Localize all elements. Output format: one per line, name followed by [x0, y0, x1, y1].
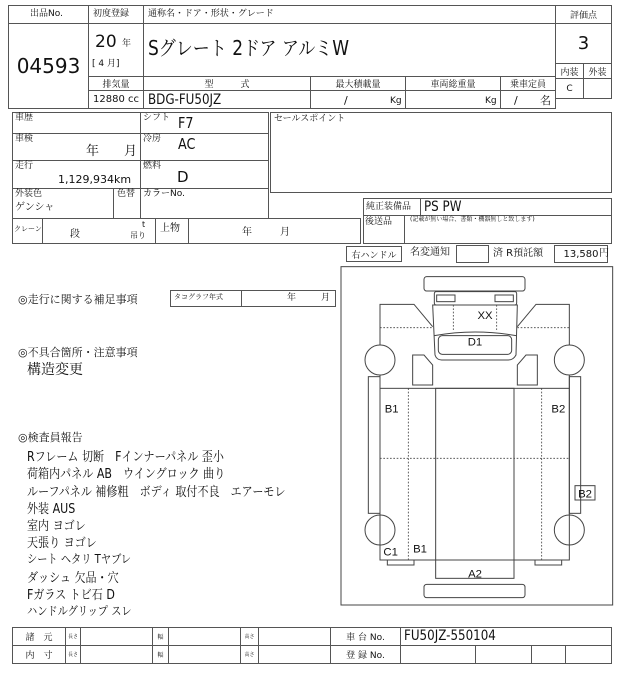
truck-damage-diagram [340, 265, 620, 620]
name-change-box [456, 245, 489, 263]
inner-length-label-cell [65, 645, 81, 664]
tachograph-label: タコグラフ年式 [174, 293, 223, 301]
body-month: 月 [280, 227, 290, 238]
spec-height-value[interactable] [258, 627, 331, 646]
capacity-label: 乗車定員 [509, 80, 546, 90]
first-registration-label: 初度登録 [93, 9, 130, 19]
inspector-report-list [27, 446, 331, 619]
shift-label: シフト [143, 113, 171, 123]
crane-lift: 吊り [130, 231, 146, 240]
side-skirt-left [368, 377, 380, 514]
body-year: 年 [242, 227, 252, 238]
color-change-label: 色替 [117, 189, 136, 199]
score-label: 評価点 [569, 11, 597, 21]
exterior-score-cell [583, 78, 612, 99]
inspection-month: 月 [124, 144, 138, 159]
front-bumper [424, 277, 525, 291]
recycle-label: 済 R預託額 [493, 248, 544, 259]
cargo-center [436, 388, 514, 560]
report-line: ダッシュ 欠品・穴 [27, 571, 119, 587]
max-load-header [310, 76, 406, 91]
front-fender-right [517, 304, 569, 345]
body-label: 上物 [160, 223, 180, 234]
score-cell [555, 23, 612, 64]
defect-item: 構造変更 [27, 362, 83, 378]
damage-label-xx: XX [477, 310, 493, 322]
registration-cell-1 [400, 645, 476, 664]
spec-label-cell [12, 627, 66, 646]
report-line: Fガラス トビ石 D [27, 588, 115, 604]
interior-score-cell [555, 78, 584, 99]
damage-label-a2: A2 [468, 568, 482, 581]
crane-label: クレーン [14, 225, 42, 233]
displacement-cell [88, 90, 144, 109]
inner-width-value[interactable] [168, 645, 241, 664]
chassis-number: FU50JZ-550104 [404, 628, 496, 644]
cab-line [434, 332, 516, 336]
width-label: 幅 [157, 652, 164, 659]
damage-label-b1: B1 [384, 403, 399, 416]
length-label: 長さ [67, 652, 78, 658]
damage-label-c1: C1 [383, 546, 398, 559]
later-items-note: (記載が無い場合、書類・機器無しと致します) [410, 216, 535, 223]
defects-title: ◎不具合箇所・注意事項 [18, 346, 138, 359]
grille [434, 292, 516, 305]
exterior-header [583, 63, 612, 79]
lot-number-value: 04593 [16, 54, 81, 78]
mileage-label: 走行 [15, 161, 34, 171]
diagram-frame [341, 267, 613, 605]
ac-label: 冷房 [143, 134, 162, 144]
front-fender-left [380, 304, 433, 345]
name-change-label: 名変通知 [410, 247, 450, 258]
vehicle-name-label: 通称名・ドア・形状・グレード [148, 9, 274, 19]
report-line: 外装 AUS [27, 501, 76, 517]
lot-number-label: 出品No. [30, 9, 63, 19]
report-line: 天張り ヨゴレ [27, 536, 97, 552]
interior-score: C [566, 83, 573, 94]
width-label: 幅 [157, 634, 164, 641]
mirror-step-left [413, 355, 433, 385]
inner-label-cell [12, 645, 66, 664]
inner-label: 内 寸 [25, 651, 53, 661]
max-load-unit: Kg [390, 96, 402, 106]
headlight-right [495, 295, 513, 302]
right-hand-drive-label: 右ハンドル [351, 250, 397, 261]
sales-point-box [270, 112, 612, 193]
cargo-bed [380, 388, 569, 560]
registration-label-cell [330, 645, 401, 664]
spec-length-label-cell [65, 627, 81, 646]
inspection-label: 車検 [15, 134, 34, 144]
crane-stage: 段 [70, 229, 80, 240]
recycle-value: 13,580 [563, 248, 599, 260]
score-header [555, 5, 612, 24]
headlight-left [437, 295, 455, 302]
mileage-value: 1,129,934km [58, 173, 132, 186]
rear-light-left [387, 560, 414, 565]
registration-cell-3 [531, 645, 566, 664]
report-line: Rフレーム 切断 Fインナーパネル 歪小 [27, 450, 224, 465]
rear-bumper [424, 584, 525, 597]
spec-height-label-cell [240, 627, 259, 646]
tachograph-month: 月 [321, 293, 331, 303]
max-load-value: / [344, 94, 348, 107]
inspector-report-title: ◎検査員報告 [18, 431, 83, 444]
registration-cell-4 [565, 645, 612, 664]
first-registration-month: [ 4 月] [92, 59, 120, 69]
wheel-front-right [554, 345, 584, 375]
ac-value: AC [178, 135, 196, 153]
wheel-front-left [365, 345, 395, 375]
model-value: BDG-FU50JZ [148, 92, 222, 108]
exterior-label: 外装 [588, 67, 607, 78]
damage-label-b2-boxed: B2 [578, 488, 592, 501]
spec-length-value[interactable] [80, 627, 153, 646]
right-hand-drive-badge [346, 246, 402, 262]
sales-point-label: セールスポイント [274, 114, 346, 124]
report-line: ハンドルグリップ スレ [27, 603, 132, 618]
inspection-year: 年 [86, 144, 100, 159]
inner-width-label-cell [152, 645, 169, 664]
mirror-step-right [517, 355, 537, 385]
interior-label: 内装 [560, 67, 579, 78]
interior-header [555, 63, 584, 79]
capacity-header [500, 76, 556, 91]
color-value: ゲンシャ [15, 202, 55, 213]
vehicle-name-value: Sグレート 2ドア アルミW [148, 36, 350, 60]
equipment-value: PS PW [424, 199, 462, 215]
capacity-value: / [514, 94, 518, 107]
later-items-label: 後送品 [365, 217, 393, 227]
displacement-header [88, 76, 144, 91]
first-registration-year: 20 [95, 32, 117, 52]
displacement-value: 12880 cc [93, 94, 139, 105]
lot-number-cell [8, 23, 89, 109]
spec-width-value[interactable] [168, 627, 241, 646]
chassis-label: 車 台 No. [346, 633, 385, 643]
fuel-label: 燃料 [143, 161, 162, 171]
report-line: シート ヘタリ Tヤブレ [27, 551, 132, 566]
damage-label-b1-rear: B1 [413, 543, 427, 556]
score-value: 3 [577, 33, 590, 54]
length-label: 長さ [67, 634, 78, 640]
tachograph-year: 年 [287, 293, 297, 303]
report-line: 荷箱内パネル AB ウイングロック 曲り [27, 467, 226, 483]
year-unit: 年 [122, 39, 132, 49]
gross-weight-header [405, 76, 501, 91]
damage-label-b2: B2 [551, 403, 566, 416]
height-label: 高さ [244, 652, 255, 658]
chassis-label-cell [330, 627, 401, 646]
fuel-value: D [177, 168, 189, 186]
rear-light-right [535, 560, 562, 565]
driving-notes-title: ◎走行に関する補足事項 [18, 293, 138, 306]
registration-label: 登 録 No. [346, 651, 385, 661]
crane-ton: t [142, 220, 146, 229]
gross-weight-label: 車両総重量 [430, 80, 476, 90]
capacity-unit: 名 [540, 94, 551, 107]
height-label: 高さ [244, 634, 255, 640]
history-label: 車歴 [15, 113, 34, 123]
color-label: 外装色 [15, 189, 43, 199]
registration-cell-2 [475, 645, 532, 664]
report-line: ルーフパネル 補修粗 ボディ 取付不良 エアーモレ [27, 484, 286, 500]
inner-length-value[interactable] [80, 645, 153, 664]
model-header [143, 76, 311, 91]
yen-unit: 円 [599, 248, 609, 259]
equipment-label: 純正装備品 [366, 202, 412, 212]
displacement-label: 排気量 [102, 80, 130, 90]
report-line: 室内 ヨゴレ [27, 519, 86, 535]
max-load-label: 最大積載量 [335, 80, 381, 90]
damage-label-d1: D1 [467, 336, 483, 349]
inner-height-value[interactable] [258, 645, 331, 664]
shift-value: F7 [178, 114, 194, 132]
inner-height-label-cell [240, 645, 259, 664]
color-no-label: カラーNo. [143, 189, 185, 199]
gross-weight-unit: Kg [485, 96, 497, 106]
spec-label: 諸 元 [25, 633, 53, 643]
spec-width-label-cell [152, 627, 169, 646]
model-label: 型 式 [204, 80, 250, 90]
